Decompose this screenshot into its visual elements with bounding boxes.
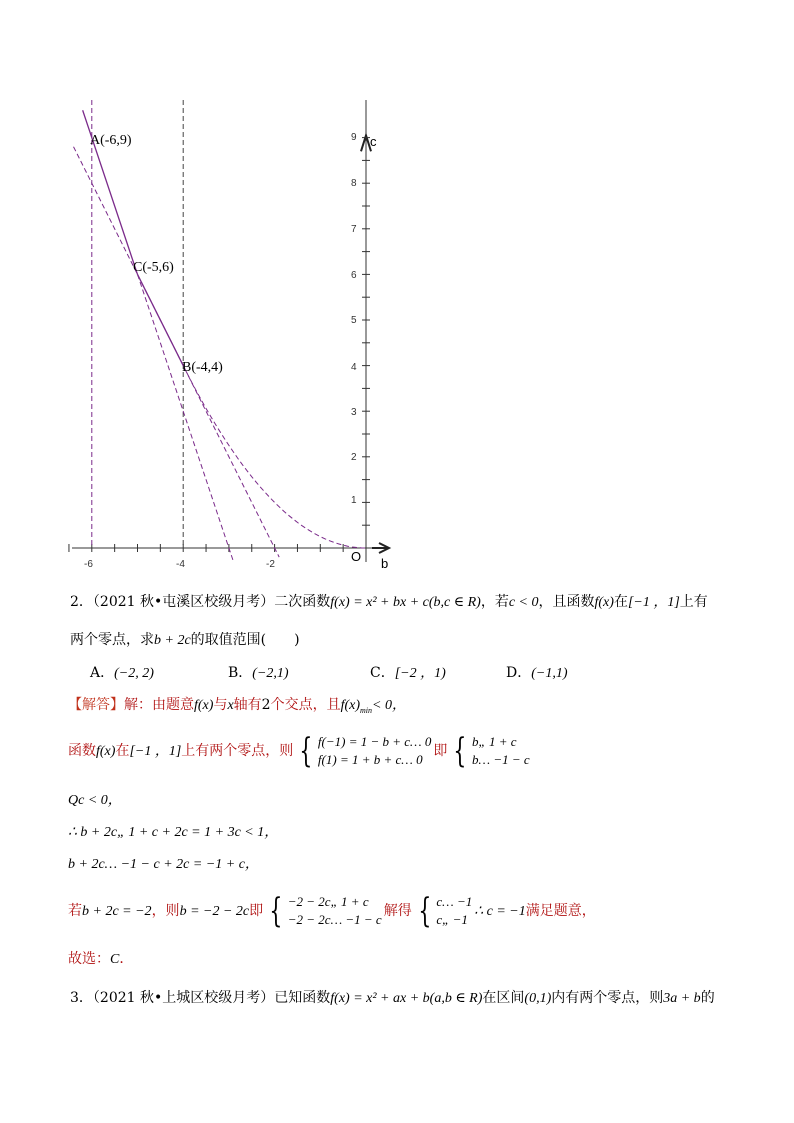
solution-math: ∴ c = −1 bbox=[474, 904, 526, 919]
option-letter: D． bbox=[506, 665, 532, 681]
system-row: c… −1 bbox=[436, 894, 473, 909]
solution-text: 轴有 bbox=[233, 697, 262, 713]
system-row: f(−1) = 1 − b + c… 0 bbox=[317, 734, 432, 749]
option-value: [−2 ，1) bbox=[394, 666, 446, 681]
q2-text: 两个零点，求 bbox=[70, 632, 154, 648]
q2-condition: c < 0 bbox=[508, 595, 539, 610]
q2-interval: [−1 ，1] bbox=[627, 595, 680, 610]
system-row: −2 − 2c… −1 − c bbox=[287, 912, 382, 927]
point-label-a: A(-6,9) bbox=[90, 133, 132, 148]
option-letter: C． bbox=[370, 665, 395, 681]
y-tick-label: 9 bbox=[351, 132, 357, 143]
solution-text: 个交点，且 bbox=[270, 697, 341, 713]
x-tick-label: -4 bbox=[176, 559, 185, 570]
y-tick-label: 1 bbox=[351, 495, 357, 506]
q3-text: 在区间 bbox=[482, 990, 525, 1006]
q2-text: ，若 bbox=[480, 594, 509, 610]
solution-text: 若 bbox=[68, 903, 82, 919]
q3-stem-line-1 bbox=[70, 988, 715, 1009]
solution-text: 与 bbox=[213, 697, 228, 713]
x-tick-label: -2 bbox=[266, 559, 275, 570]
system-row: b„ 1 + c bbox=[472, 734, 517, 749]
q2-text: 在 bbox=[613, 594, 628, 610]
option-letter: A． bbox=[90, 665, 115, 681]
solution-line-7 bbox=[68, 949, 133, 970]
solution-text: 上有两个零点，则 bbox=[181, 743, 294, 759]
solution-math: [−1 ，1] bbox=[129, 744, 182, 759]
boundary-line-cb bbox=[138, 274, 184, 365]
equation-system bbox=[265, 892, 382, 930]
dashed-line-c-eq-minus3b-minus9 bbox=[138, 274, 234, 561]
y-tick-label: 6 bbox=[351, 270, 357, 281]
q2-fx: f(x) bbox=[594, 595, 614, 610]
solution-tag: 【解答】 bbox=[68, 697, 124, 713]
solution-math: f(x) bbox=[194, 698, 214, 713]
b-axis-label: b bbox=[381, 556, 389, 571]
q2-number: 2． bbox=[70, 594, 93, 610]
brace-glyph: { bbox=[299, 731, 313, 771]
q3-function: f(x) = x² + ax + b(a,b ∈ R) bbox=[330, 991, 483, 1006]
option-b[interactable] bbox=[228, 663, 370, 684]
solution-answer: C bbox=[110, 952, 120, 967]
y-tick-label: 8 bbox=[351, 178, 357, 189]
equation-system bbox=[414, 892, 473, 930]
option-d[interactable] bbox=[506, 663, 568, 684]
equation-system bbox=[295, 732, 431, 770]
solution-text: 故选： bbox=[68, 951, 110, 967]
q2-text: 二次函数 bbox=[274, 594, 331, 610]
parabola-c-eq-b-squared-over-4 bbox=[183, 366, 366, 548]
q3-number: 3． bbox=[70, 990, 93, 1006]
q2-stem-line-2 bbox=[70, 630, 300, 651]
solution-math: b = −2 − 2c bbox=[179, 904, 250, 919]
brace-glyph: { bbox=[269, 891, 283, 931]
solution-math: 2 bbox=[261, 697, 271, 713]
option-value: (−1,1) bbox=[531, 666, 568, 681]
solution-line-3: Qc < 0， bbox=[68, 793, 122, 808]
equation-system bbox=[449, 732, 529, 770]
solution-text: ． bbox=[119, 951, 134, 967]
y-tick-label: 3 bbox=[351, 407, 357, 418]
q3-source: （2021 秋•上城区校级月考） bbox=[92, 990, 275, 1006]
q2-text: 的取值范围( ) bbox=[190, 632, 300, 648]
solution-line-4: ∴ b + 2c„ 1 + c + 2c = 1 + 3c < 1， bbox=[68, 825, 279, 840]
q2-text: ，且函数 bbox=[538, 594, 595, 610]
y-tick-label: 4 bbox=[351, 362, 357, 373]
coordinate-figure bbox=[62, 90, 402, 580]
y-tick-label: 5 bbox=[351, 315, 357, 326]
q3-text: 内有两个零点，则 bbox=[551, 990, 664, 1006]
solution-line-1 bbox=[68, 695, 406, 721]
solution-line-5: b + 2c… −1 − c + 2c = −1 + c， bbox=[68, 857, 259, 872]
q2-function: f(x) = x² + bx + c(b,c ∈ R) bbox=[330, 595, 481, 610]
system-row: c„ −1 bbox=[436, 912, 468, 927]
solution-text: ，则 bbox=[151, 903, 180, 919]
solution-math: f(x) bbox=[340, 698, 361, 713]
system-row: −2 − 2c„ 1 + c bbox=[287, 894, 369, 909]
q3-text: 已知函数 bbox=[274, 990, 331, 1006]
b-axis-arrow-icon bbox=[372, 543, 389, 553]
y-tick-label: 7 bbox=[351, 224, 357, 235]
option-letter: B． bbox=[228, 665, 253, 681]
solution-text: 解：由题意 bbox=[124, 697, 194, 713]
system-row: f(1) = 1 + b + c… 0 bbox=[317, 752, 423, 767]
option-a[interactable] bbox=[90, 663, 228, 684]
solution-line-2 bbox=[68, 732, 532, 771]
option-value: (−2,1) bbox=[252, 666, 289, 681]
solution-math: x bbox=[227, 698, 234, 713]
q2-source: （2021 秋•屯溪区校级月考） bbox=[92, 594, 275, 610]
solution-subscript: min bbox=[360, 705, 373, 715]
solution-text: 即 bbox=[433, 743, 448, 759]
q2-stem-line-1 bbox=[70, 592, 708, 613]
option-c[interactable] bbox=[370, 663, 506, 684]
x-tick-label: -6 bbox=[84, 559, 93, 570]
solution-text: 函数 bbox=[68, 743, 96, 759]
q2-expression: b + 2c bbox=[154, 633, 191, 648]
q3-expression: 3a + b bbox=[663, 991, 701, 1006]
origin-label: O bbox=[351, 549, 362, 564]
q2-text: 上有 bbox=[679, 594, 708, 610]
q3-text: 的 bbox=[700, 990, 715, 1006]
solution-text: 满足题意， bbox=[525, 903, 596, 919]
y-tick-label: 2 bbox=[351, 452, 357, 463]
solution-text: 即 bbox=[249, 903, 264, 919]
point-label-b: B(-4,4) bbox=[182, 360, 223, 375]
solution-text: 解得 bbox=[383, 903, 412, 919]
solution-math: b + 2c = −2 bbox=[82, 904, 152, 919]
system-row: b… −1 − c bbox=[472, 752, 530, 767]
solution-math: f(x) bbox=[96, 744, 116, 759]
point-label-c: C(-5,6) bbox=[133, 260, 174, 275]
q2-options bbox=[90, 663, 568, 684]
q3-interval: (0,1) bbox=[524, 991, 552, 1006]
brace-glyph: { bbox=[453, 731, 467, 771]
option-value: (−2, 2) bbox=[114, 666, 154, 681]
c-axis-label: c bbox=[370, 134, 377, 149]
brace-glyph: { bbox=[418, 891, 432, 931]
solution-text: 在 bbox=[115, 743, 130, 759]
solution-math: < 0， bbox=[372, 698, 406, 713]
solution-line-6 bbox=[68, 892, 596, 931]
